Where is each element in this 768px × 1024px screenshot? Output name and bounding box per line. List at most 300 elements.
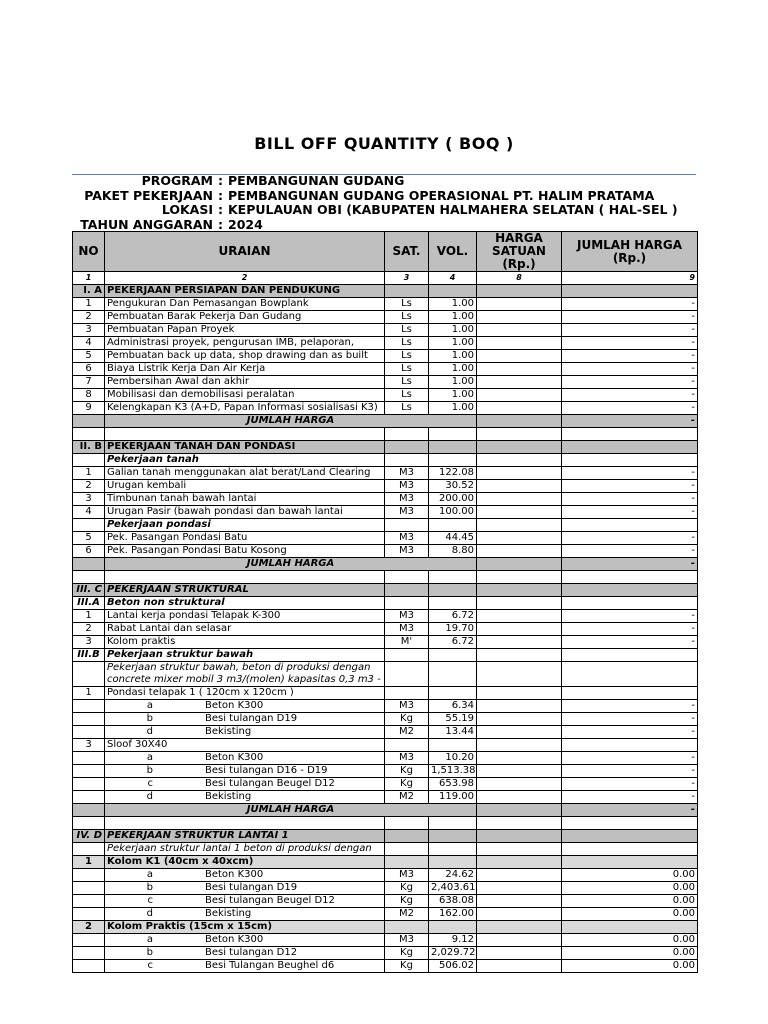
table-row (73, 687, 698, 700)
item-total: - (562, 402, 698, 415)
item-total: 0.00 (562, 947, 698, 960)
item-description: Administrasi proyek, pengurusan IMB, pelaporan, (105, 337, 385, 350)
sub-item-label: Besi tulangan D12 (205, 947, 298, 958)
item-total (562, 649, 698, 662)
item-number: 8 (73, 389, 105, 402)
item-volume: 119.00 (429, 791, 477, 804)
item-total: - (562, 337, 698, 350)
item-unit-price (477, 363, 562, 376)
item-unit-price (477, 389, 562, 402)
info-row-lokasi (73, 203, 678, 218)
item-total: - (562, 700, 698, 713)
item-volume (429, 519, 477, 532)
item-number: 4 (73, 506, 105, 519)
table-row (73, 752, 698, 765)
item-description: Pek. Pasangan Pondasi Batu Kosong (105, 545, 385, 558)
item-number: 3 (73, 636, 105, 649)
item-description: Kolom Praktis (15cm x 15cm) (105, 921, 385, 934)
table-row (73, 597, 698, 610)
item-volume: 1.00 (429, 363, 477, 376)
item-unit (385, 843, 429, 856)
table-row (73, 623, 698, 636)
item-description: Pengukuran Dan Pemasangan Bowplank (105, 298, 385, 311)
item-unit-price (477, 532, 562, 545)
item-unit-price (477, 843, 562, 856)
item-description: Pembuatan Barak Pekerja Dan Gudang (105, 311, 385, 324)
empty-cell (73, 571, 105, 584)
item-unit-price (477, 545, 562, 558)
boq-table (72, 231, 698, 973)
sub-item-letter: d (146, 791, 153, 802)
item-unit-price (477, 908, 562, 921)
subtotal-value: - (562, 415, 698, 428)
blank-row (73, 571, 698, 584)
table-row (73, 739, 698, 752)
sub-item-label: Besi tulangan Beugel D12 (205, 778, 335, 789)
item-total: - (562, 791, 698, 804)
item-unit: Kg (385, 713, 429, 726)
item-total (562, 454, 698, 467)
info-colon: : (218, 216, 223, 232)
item-volume: 44.45 (429, 532, 477, 545)
table-row (73, 947, 698, 960)
item-description: Pekerjaan struktur bawah (105, 649, 385, 662)
item-description: Mobilisasi dan demobilisasi peralatan (105, 389, 385, 402)
table-row (73, 649, 698, 662)
item-volume: 10.20 (429, 752, 477, 765)
item-unit-price (477, 506, 562, 519)
empty-cell (105, 428, 385, 441)
header-uraian: URAIAN (105, 232, 385, 272)
sub-item-label: Beton K300 (205, 752, 264, 763)
item-volume: 2,029.72 (429, 947, 477, 960)
table-row (73, 765, 698, 778)
table-row (73, 467, 698, 480)
item-total: 0.00 (562, 882, 698, 895)
item-total (562, 687, 698, 700)
table-row (73, 402, 698, 415)
table-row (73, 337, 698, 350)
item-unit-price (477, 480, 562, 493)
item-volume (429, 454, 477, 467)
empty-cell (477, 571, 562, 584)
empty-cell (73, 726, 105, 739)
item-description: Kelengkapan K3 (A+D, Papan Informasi sosialisasi K3) (105, 402, 385, 415)
item-description: Pembuatan back up data, shop drawing dan as built (105, 350, 385, 363)
item-number: 3 (73, 739, 105, 752)
sub-item-label: Besi tulangan Beugel D12 (205, 895, 335, 906)
item-total: - (562, 506, 698, 519)
item-volume: 6.72 (429, 610, 477, 623)
item-description: Pekerjaan tanah (105, 454, 385, 467)
sub-item-letter: c (147, 895, 153, 906)
header-harga-satuan: HARGA SATUAN (Rp.) (477, 232, 562, 272)
item-description: Pek. Pasangan Pondasi Batu (105, 532, 385, 545)
empty-cell (73, 869, 105, 882)
item-unit-price (477, 895, 562, 908)
item-description (105, 908, 385, 921)
table-row (73, 532, 698, 545)
item-number: 5 (73, 532, 105, 545)
item-total (562, 739, 698, 752)
table-row (73, 700, 698, 713)
item-volume: 200.00 (429, 493, 477, 506)
section-number: IV. D (73, 830, 105, 843)
empty-cell (385, 662, 429, 687)
item-unit: Ls (385, 298, 429, 311)
empty-cell (73, 558, 105, 571)
item-volume: 1.00 (429, 389, 477, 402)
item-volume: 1.00 (429, 324, 477, 337)
item-total: 0.00 (562, 960, 698, 973)
item-volume: 2,403.61 (429, 882, 477, 895)
sub-item-label: Beton K300 (205, 869, 264, 880)
item-unit: M3 (385, 623, 429, 636)
empty-cell (73, 428, 105, 441)
item-unit: M3 (385, 700, 429, 713)
item-description: Galian tanah menggunakan alat berat/Land Clearing (105, 467, 385, 480)
item-unit: M3 (385, 545, 429, 558)
item-unit-price (477, 636, 562, 649)
item-number: 2 (73, 311, 105, 324)
item-unit-price (477, 649, 562, 662)
item-unit-price (477, 337, 562, 350)
item-total: - (562, 298, 698, 311)
document-title: BILL OFF QUANTITY ( BOQ ) (254, 134, 514, 153)
item-volume: 638.08 (429, 895, 477, 908)
empty-cell (385, 285, 429, 298)
item-description: Lantai kerja pondasi Telapak K-300 (105, 610, 385, 623)
section-number: II. B (73, 441, 105, 454)
table-row (73, 376, 698, 389)
table-row (73, 545, 698, 558)
item-unit: Ls (385, 337, 429, 350)
item-number: 6 (73, 363, 105, 376)
sub-item-label: Bekisting (205, 726, 252, 737)
sub-item-letter: d (146, 726, 153, 737)
header-no: NO (73, 232, 105, 272)
item-volume: 653.98 (429, 778, 477, 791)
item-number: 1 (73, 298, 105, 311)
sub-item-label: Beton K300 (205, 700, 264, 711)
item-volume (429, 921, 477, 934)
table-row (73, 350, 698, 363)
item-volume: 1.00 (429, 337, 477, 350)
item-number: 6 (73, 545, 105, 558)
item-unit: M2 (385, 908, 429, 921)
table-row (73, 454, 698, 467)
item-volume: 6.34 (429, 700, 477, 713)
empty-cell (73, 765, 105, 778)
table-row (73, 934, 698, 947)
item-description (105, 895, 385, 908)
item-unit-price (477, 350, 562, 363)
item-volume (429, 739, 477, 752)
blank-row (73, 428, 698, 441)
item-volume (429, 856, 477, 869)
item-number: III.A (73, 597, 105, 610)
empty-cell (73, 415, 105, 428)
item-unit-price (477, 623, 562, 636)
item-total: - (562, 610, 698, 623)
item-volume: 13.44 (429, 726, 477, 739)
item-unit: M2 (385, 726, 429, 739)
item-number (73, 454, 105, 467)
item-unit-price (477, 402, 562, 415)
item-number: 2 (73, 921, 105, 934)
section-header-row (73, 830, 698, 843)
sub-item-letter: a (146, 934, 153, 945)
item-unit-price (477, 713, 562, 726)
item-volume: 1.00 (429, 376, 477, 389)
item-description: Pondasi telapak 1 ( 120cm x 120cm ) (105, 687, 385, 700)
table-row (73, 493, 698, 506)
empty-cell (385, 584, 429, 597)
item-description: Timbunan tanah bawah lantai (105, 493, 385, 506)
item-unit: Ls (385, 376, 429, 389)
table-row (73, 895, 698, 908)
item-volume: 1.00 (429, 311, 477, 324)
sub-item-label: Bekisting (205, 908, 252, 919)
item-unit-price (477, 752, 562, 765)
empty-cell (562, 441, 698, 454)
item-volume: 1.00 (429, 350, 477, 363)
item-volume: 55.19 (429, 713, 477, 726)
item-total: 0.00 (562, 895, 698, 908)
empty-cell (562, 584, 698, 597)
item-total (562, 856, 698, 869)
empty-cell (477, 830, 562, 843)
empty-cell (477, 441, 562, 454)
sub-item-letter: b (146, 713, 153, 724)
table-row (73, 506, 698, 519)
empty-cell (429, 662, 477, 687)
item-unit: M3 (385, 934, 429, 947)
item-unit: Kg (385, 960, 429, 973)
table-row (73, 960, 698, 973)
table-row (73, 480, 698, 493)
item-description (105, 960, 385, 973)
header-jumlah-harga: JUMLAH HARGA (Rp.) (562, 232, 698, 272)
item-total (562, 597, 698, 610)
item-unit-price (477, 687, 562, 700)
item-unit-price (477, 519, 562, 532)
table-row (73, 389, 698, 402)
table-row (73, 519, 698, 532)
table-row (73, 778, 698, 791)
section-header-row (73, 285, 698, 298)
sub-item-label: Bekisting (205, 791, 252, 802)
item-total: - (562, 363, 698, 376)
item-unit-price (477, 311, 562, 324)
item-unit: M3 (385, 532, 429, 545)
item-unit-price (477, 934, 562, 947)
info-value: 2024 (228, 216, 263, 232)
info-colon: : (218, 202, 223, 217)
item-description: Rabat Lantai dan selasar (105, 623, 385, 636)
item-unit: M3 (385, 869, 429, 882)
item-total: - (562, 324, 698, 337)
item-description (105, 778, 385, 791)
item-unit (385, 597, 429, 610)
sub-item-label: Besi tulangan D16 - D19 (205, 765, 328, 776)
item-description: Urugan kembali (105, 480, 385, 493)
column-number: 2 (105, 272, 385, 285)
item-unit-price (477, 921, 562, 934)
table-row (73, 726, 698, 739)
item-number: 4 (73, 337, 105, 350)
empty-cell (73, 662, 105, 687)
item-total: - (562, 765, 698, 778)
item-unit-price (477, 791, 562, 804)
empty-cell (429, 428, 477, 441)
empty-cell (385, 830, 429, 843)
column-number: 4 (429, 272, 477, 285)
section-number: I. A (73, 285, 105, 298)
item-volume: 122.08 (429, 467, 477, 480)
column-number: 1 (73, 272, 105, 285)
empty-cell (385, 428, 429, 441)
section-header-row (73, 441, 698, 454)
item-number: 3 (73, 493, 105, 506)
subtotal-label: JUMLAH HARGA (105, 804, 477, 817)
sub-item-letter: b (146, 947, 153, 958)
item-total: - (562, 467, 698, 480)
empty-cell (562, 830, 698, 843)
subtotal-label: JUMLAH HARGA (105, 415, 477, 428)
item-description (105, 752, 385, 765)
item-total: - (562, 480, 698, 493)
item-unit: Ls (385, 311, 429, 324)
section-header-row (73, 584, 698, 597)
item-unit-price (477, 467, 562, 480)
item-unit (385, 856, 429, 869)
info-value: PEMBANGUNAN GUDANG (228, 173, 405, 188)
item-number: 2 (73, 623, 105, 636)
item-description: Biaya Listrik Kerja Dan Air Kerja (105, 363, 385, 376)
item-description: Urugan Pasir (bawah pondasi dan bawah lantai (105, 506, 385, 519)
info-label: PAKET PEKERJAAN (84, 187, 213, 203)
sub-item-letter: c (147, 778, 153, 789)
empty-cell (562, 817, 698, 830)
item-number: 1 (73, 610, 105, 623)
boq-body (73, 285, 698, 973)
item-volume: 9.12 (429, 934, 477, 947)
table-row (73, 363, 698, 376)
empty-cell (73, 934, 105, 947)
item-unit: Kg (385, 778, 429, 791)
item-total: - (562, 726, 698, 739)
subtotal-value: - (562, 558, 698, 571)
item-volume: 19.70 (429, 623, 477, 636)
item-description: Pekerjaan struktur bawah, beton di produksi dengan concrete mixer mobil 3 m3/(molen) kapasitas 0,3 m3 - (105, 662, 385, 687)
empty-cell (73, 895, 105, 908)
empty-cell (477, 817, 562, 830)
item-description: Pekerjaan pondasi (105, 519, 385, 532)
item-volume: 162.00 (429, 908, 477, 921)
empty-cell (73, 947, 105, 960)
item-description (105, 934, 385, 947)
item-unit: M3 (385, 752, 429, 765)
table-row (73, 298, 698, 311)
item-volume: 24.62 (429, 869, 477, 882)
item-unit: M3 (385, 506, 429, 519)
item-number (73, 519, 105, 532)
item-description: Pekerjaan struktur lantai 1 beton di produksi dengan (105, 843, 385, 856)
item-volume: 8.80 (429, 545, 477, 558)
item-total: - (562, 493, 698, 506)
item-total: - (562, 636, 698, 649)
item-total: - (562, 545, 698, 558)
empty-cell (562, 428, 698, 441)
empty-cell (73, 882, 105, 895)
item-unit: Ls (385, 402, 429, 415)
empty-cell (477, 428, 562, 441)
item-total: 0.00 (562, 934, 698, 947)
item-volume: 30.52 (429, 480, 477, 493)
sub-item-letter: b (146, 765, 153, 776)
item-total: - (562, 532, 698, 545)
section-title: PEKERJAAN PERSIAPAN DAN PENDUKUNG (105, 285, 385, 298)
info-value: PEMBANGUNAN GUDANG OPERASIONAL PT. HALIM PRATAMA (228, 187, 655, 203)
blank-row (73, 817, 698, 830)
item-total (562, 843, 698, 856)
sub-item-letter: a (146, 700, 153, 711)
empty-cell (73, 908, 105, 921)
info-label: PROGRAM (141, 173, 213, 188)
item-description: Kolom praktis (105, 636, 385, 649)
empty-cell (429, 441, 477, 454)
item-total (562, 519, 698, 532)
sub-item-letter: b (146, 882, 153, 893)
table-header-row (73, 232, 698, 272)
item-volume (429, 597, 477, 610)
item-unit (385, 454, 429, 467)
item-volume: 506.02 (429, 960, 477, 973)
item-unit (385, 519, 429, 532)
item-volume: 1.00 (429, 402, 477, 415)
item-unit-price (477, 882, 562, 895)
item-total: - (562, 752, 698, 765)
item-number: 1 (73, 687, 105, 700)
sub-item-label: Besi Tulangan Beughel d6 (205, 960, 335, 971)
item-volume: 100.00 (429, 506, 477, 519)
item-volume: 6.72 (429, 636, 477, 649)
subtotal-row (73, 415, 698, 428)
item-number: III.B (73, 649, 105, 662)
sub-item-letter: a (146, 752, 153, 763)
empty-cell (73, 700, 105, 713)
empty-cell (73, 778, 105, 791)
item-unit-price (477, 324, 562, 337)
item-unit-price (477, 739, 562, 752)
item-unit: Ls (385, 389, 429, 402)
empty-cell (73, 804, 105, 817)
item-unit: Ls (385, 324, 429, 337)
item-unit: Kg (385, 895, 429, 908)
table-row (73, 311, 698, 324)
item-unit-price (477, 597, 562, 610)
empty-cell (385, 571, 429, 584)
item-description: Pembuatan Papan Proyek (105, 324, 385, 337)
item-unit: Kg (385, 765, 429, 778)
item-number: 9 (73, 402, 105, 415)
item-unit: Ls (385, 363, 429, 376)
column-number: 3 (385, 272, 429, 285)
item-unit-price (477, 947, 562, 960)
item-unit (385, 687, 429, 700)
item-volume: 1,513.38 (429, 765, 477, 778)
